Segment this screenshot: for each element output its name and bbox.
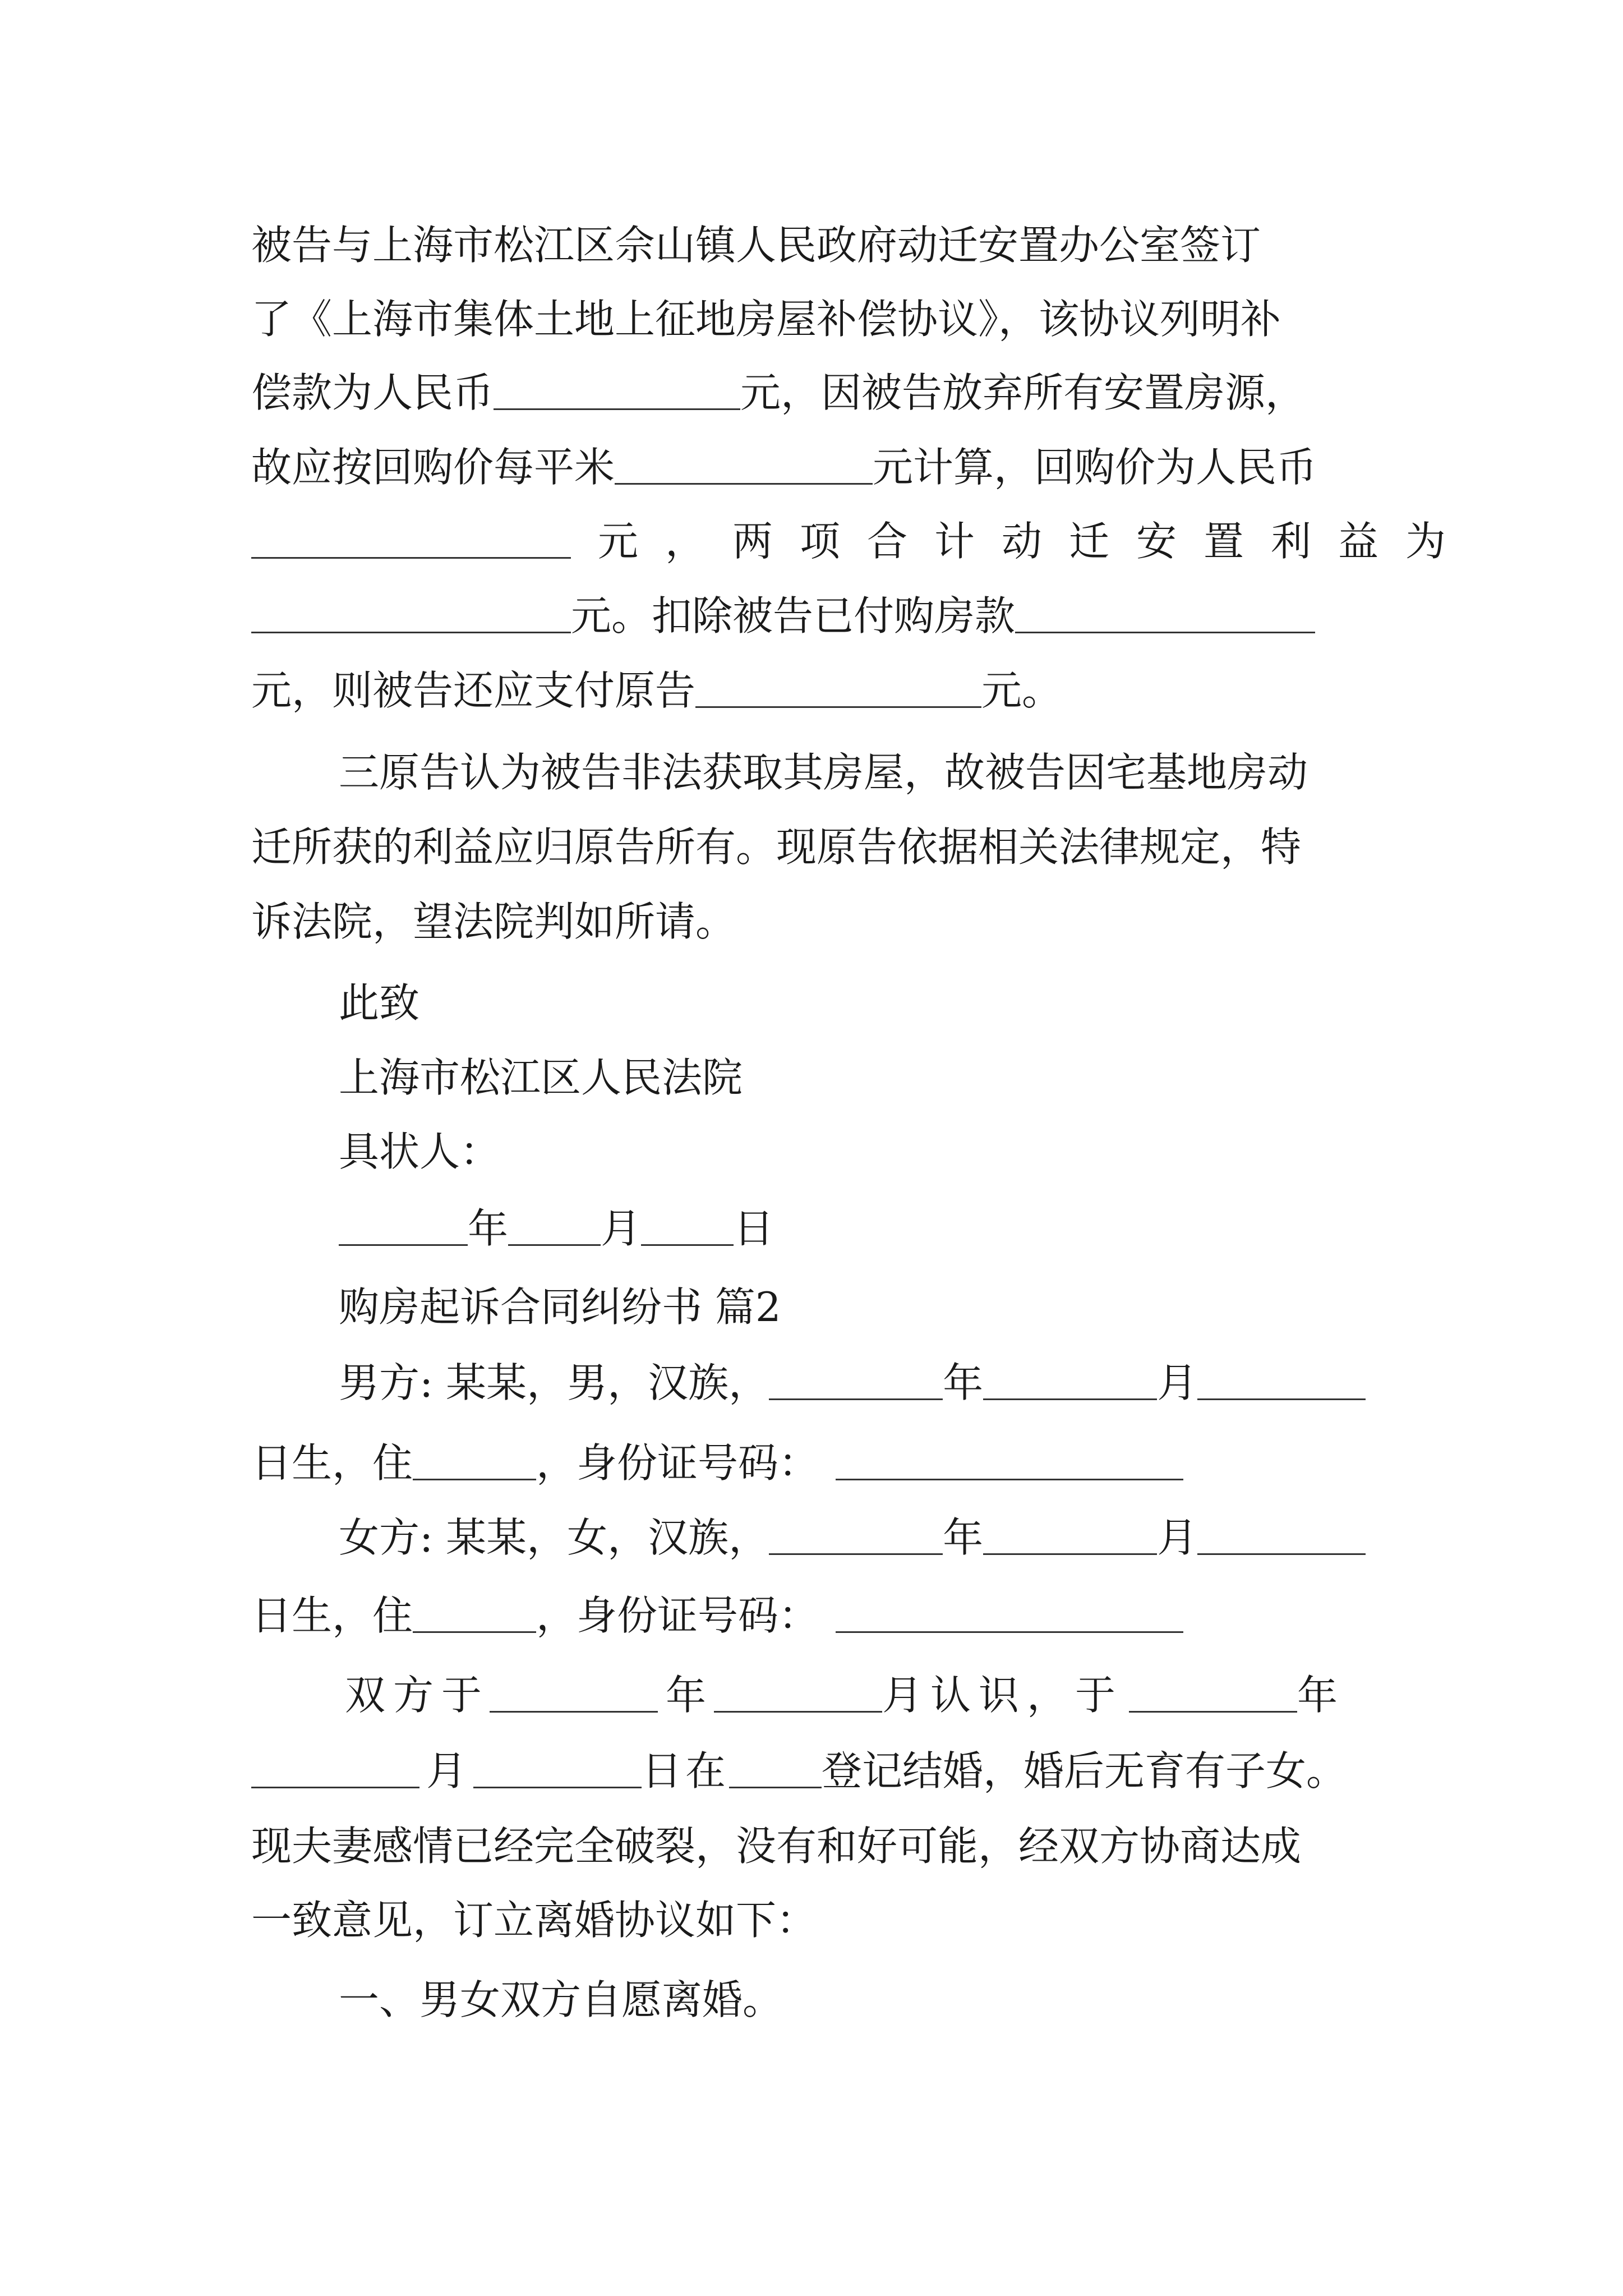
plaintiff-signature bbox=[339, 1121, 1378, 1182]
text-segment: 年 bbox=[943, 1514, 984, 1561]
blank-field bbox=[836, 1599, 1183, 1633]
paragraph-line bbox=[251, 510, 1473, 572]
paragraph-line bbox=[339, 1352, 1378, 1414]
blank-field bbox=[714, 1678, 882, 1713]
paragraph-line bbox=[251, 585, 1378, 647]
text-segment: 日生，住 bbox=[251, 1439, 413, 1487]
text-segment: 月认识，于 bbox=[882, 1672, 1124, 1719]
text-line: 购房起诉合同纠纷书 篇2 bbox=[339, 1283, 781, 1331]
text-segment: 日 bbox=[734, 1205, 774, 1252]
paragraph-line bbox=[339, 742, 1378, 803]
text-segment: 年 bbox=[943, 1359, 984, 1406]
text-segment: 月 bbox=[426, 1747, 467, 1795]
blank-field bbox=[1197, 1521, 1366, 1555]
blank-field bbox=[508, 1212, 601, 1246]
text-segment: 元。 bbox=[981, 667, 1063, 714]
blank-field bbox=[983, 1521, 1157, 1555]
text-segment: ，身份证号码： bbox=[536, 1439, 819, 1487]
blank-field bbox=[769, 1521, 943, 1555]
text-segment: 元，则被告还应支付原告 bbox=[251, 667, 696, 714]
text-line: 一、男女双方自愿离婚。 bbox=[339, 1976, 783, 2023]
text-segment: 男方: 某某，男，汉族， bbox=[339, 1359, 769, 1406]
blank-field bbox=[473, 1754, 642, 1788]
blank-field bbox=[983, 1366, 1157, 1400]
paragraph-line bbox=[339, 1507, 1378, 1568]
blank-field bbox=[251, 1754, 419, 1788]
blank-field bbox=[494, 376, 740, 410]
text-segment: ，身份证号码： bbox=[536, 1592, 819, 1639]
blank-field bbox=[729, 1754, 822, 1788]
text-segment: 双方于 bbox=[345, 1672, 490, 1719]
blank-field bbox=[490, 1678, 658, 1713]
blank-field bbox=[769, 1366, 943, 1400]
paragraph-line bbox=[251, 1815, 1378, 1877]
paragraph-line bbox=[251, 362, 1378, 424]
paragraph-line bbox=[251, 214, 1378, 276]
paragraph-line bbox=[251, 1740, 1378, 1802]
blank-field bbox=[695, 674, 981, 708]
text-segment: 月 bbox=[1157, 1514, 1198, 1561]
text-segment: 元，因被告放弃所有安置房源， bbox=[740, 369, 1306, 416]
blank-field bbox=[641, 1212, 734, 1246]
blank-field bbox=[339, 1212, 468, 1246]
text-segment: 故应按回购价每平米 bbox=[251, 444, 615, 491]
text-segment: 年 bbox=[666, 1672, 707, 1719]
paragraph-line bbox=[251, 816, 1378, 878]
text-line: 现夫妻感情已经完全破裂，没有和好可能，经双方协商达成 bbox=[251, 1823, 1302, 1870]
blank-field bbox=[251, 524, 571, 559]
text-line: 具状人： bbox=[339, 1128, 501, 1175]
blank-field bbox=[251, 599, 571, 633]
text-segment: 元计算，回购价为人民币 bbox=[873, 444, 1317, 491]
clause-line bbox=[339, 1969, 1378, 2031]
text-segment: 月 bbox=[601, 1205, 642, 1252]
paragraph-line bbox=[345, 1664, 1378, 1726]
text-segment: 年 bbox=[1297, 1672, 1338, 1719]
salutation bbox=[339, 972, 1378, 1034]
text-line: 被告与上海市松江区佘山镇人民政府动迁安置办公室签订 bbox=[251, 222, 1261, 269]
text-segment: 年 bbox=[468, 1205, 509, 1252]
blank-field bbox=[615, 450, 873, 485]
paragraph-line bbox=[251, 1432, 1378, 1494]
blank-field bbox=[1129, 1678, 1297, 1713]
paragraph-line bbox=[251, 1585, 1378, 1646]
paragraph-line bbox=[251, 891, 1378, 953]
section-heading bbox=[339, 1276, 1378, 1338]
text-line: 此致 bbox=[339, 979, 420, 1027]
paragraph-line bbox=[251, 660, 1378, 721]
text-segment: 月 bbox=[1157, 1359, 1198, 1406]
blank-field bbox=[1015, 599, 1315, 633]
paragraph-line bbox=[251, 288, 1378, 350]
text-line: 了《上海市集体土地上征地房屋补偿协议》，该协议列明补 bbox=[251, 296, 1281, 343]
text-line: 一致意见，订立离婚协议如下： bbox=[251, 1897, 817, 1944]
blank-field bbox=[413, 1599, 536, 1633]
text-segment: 元，两项合计动迁安置利益为 bbox=[598, 518, 1473, 565]
text-segment: 女方: 某某，女，汉族， bbox=[339, 1514, 769, 1561]
text-line: 诉法院，望法院判如所请。 bbox=[251, 898, 736, 945]
paragraph-line bbox=[251, 1889, 1378, 1951]
blank-field bbox=[1197, 1366, 1366, 1400]
text-segment: 登记结婚，婚后无育有子女。 bbox=[822, 1747, 1347, 1795]
paragraph-line bbox=[251, 436, 1378, 498]
text-segment: 元。扣除被告已付购房款 bbox=[571, 592, 1016, 639]
text-line: 迁所获的利益应归原告所有。现原告依据相关法律规定，特 bbox=[251, 823, 1302, 871]
text-segment: 偿款为人民币 bbox=[251, 369, 494, 416]
text-line: 上海市松江区人民法院 bbox=[339, 1054, 743, 1101]
blank-field bbox=[413, 1446, 536, 1480]
blank-field bbox=[836, 1446, 1183, 1480]
date-line bbox=[339, 1198, 1378, 1259]
text-line: 三原告认为被告非法获取其房屋，故被告因宅基地房动 bbox=[339, 749, 1308, 796]
text-segment: 日生，住 bbox=[251, 1592, 413, 1639]
court-name bbox=[339, 1047, 1378, 1108]
text-segment: 日在 bbox=[642, 1747, 730, 1795]
